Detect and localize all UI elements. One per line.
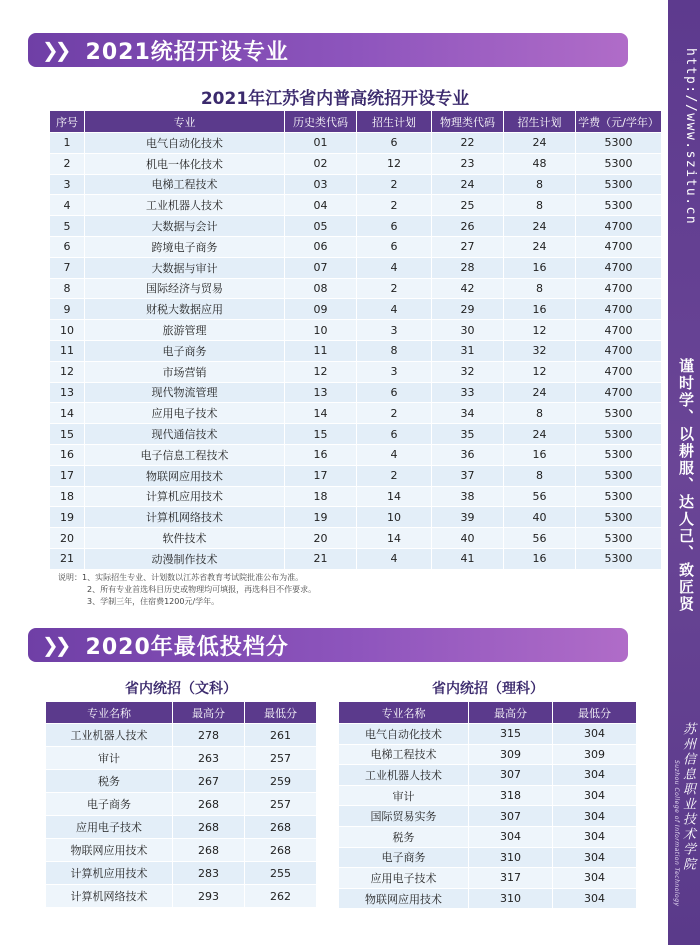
table-cell: 21	[285, 548, 357, 569]
table-cell: 5300	[576, 153, 662, 174]
table-cell: 304	[553, 826, 637, 847]
table-cell: 257	[245, 792, 317, 815]
table-cell: 267	[173, 769, 245, 792]
section-banner-2021	[28, 33, 628, 67]
table-cell: 257	[245, 746, 317, 769]
table-cell: 3	[357, 361, 432, 382]
table-cell: 30	[432, 319, 504, 340]
table-row	[50, 174, 662, 195]
table-row	[339, 805, 637, 826]
table-cell: 32	[504, 340, 576, 361]
table-cell: 5300	[576, 506, 662, 527]
table-cell: 10	[285, 319, 357, 340]
table-cell: 24	[432, 174, 504, 195]
table-cell: 24	[504, 382, 576, 403]
table-cell: 物联网应用技术	[46, 838, 173, 861]
sidebar-url: http://www.szitu.cn	[683, 48, 698, 226]
table-row	[46, 884, 317, 907]
column-header: 招生计划	[504, 111, 576, 132]
table-row	[46, 815, 317, 838]
table-cell: 24	[504, 423, 576, 444]
table-cell: 24	[504, 236, 576, 257]
column-header: 历史类代码	[285, 111, 357, 132]
table-cell: 跨境电子商务	[85, 236, 285, 257]
table-header-row	[339, 702, 637, 723]
table-cell: 4700	[576, 257, 662, 278]
table-row	[50, 402, 662, 423]
table-row	[339, 847, 637, 868]
table-cell: 19	[285, 506, 357, 527]
table-cell: 268	[245, 838, 317, 861]
table-cell: 40	[432, 527, 504, 548]
table-cell: 4	[50, 194, 85, 215]
table-cell: 23	[432, 153, 504, 174]
table-cell: 8	[504, 174, 576, 195]
table-cell: 07	[285, 257, 357, 278]
table-cell: 17	[50, 465, 85, 486]
table-row	[50, 278, 662, 299]
table-row	[339, 764, 637, 785]
table-cell: 电子信息工程技术	[85, 444, 285, 465]
column-header: 最低分	[553, 702, 637, 723]
table-cell: 16	[504, 548, 576, 569]
table-cell: 02	[285, 153, 357, 174]
table-cell: 304	[553, 764, 637, 785]
table-cell: 应用电子技术	[339, 867, 469, 888]
notes	[58, 572, 316, 608]
table-row	[46, 838, 317, 861]
table-cell: 18	[50, 486, 85, 507]
table-cell: 5300	[576, 486, 662, 507]
table-cell: 3	[357, 319, 432, 340]
table-cell: 8	[504, 402, 576, 423]
table-cell: 304	[553, 723, 637, 744]
column-header: 物理类代码	[432, 111, 504, 132]
table-cell: 8	[504, 465, 576, 486]
table-cell: 28	[432, 257, 504, 278]
table-cell: 14	[50, 402, 85, 423]
wenke-score-table	[46, 702, 317, 907]
table-cell: 315	[469, 723, 553, 744]
table-header-row	[50, 111, 662, 132]
table-cell: 动漫制作技术	[85, 548, 285, 569]
banner-title: 2021统招开设专业	[85, 39, 289, 65]
table-cell: 5300	[576, 444, 662, 465]
table-cell: 25	[432, 194, 504, 215]
table-cell: 268	[173, 838, 245, 861]
table-header-row	[46, 702, 317, 723]
table-cell: 41	[432, 548, 504, 569]
banner-title: 2020年最低投档分	[85, 634, 289, 660]
column-header: 专业名称	[46, 702, 173, 723]
table-cell: 6	[357, 236, 432, 257]
table-cell: 307	[469, 805, 553, 826]
table-cell: 304	[553, 847, 637, 868]
table-row	[339, 785, 637, 806]
table-cell: 16	[504, 257, 576, 278]
table-cell: 市场营销	[85, 361, 285, 382]
table-cell: 8	[504, 194, 576, 215]
table-cell: 18	[285, 486, 357, 507]
table-cell: 财税大数据应用	[85, 298, 285, 319]
table-row	[50, 215, 662, 236]
college-logo-english: Suzhou College of Information Technology	[673, 760, 680, 907]
table-row	[339, 888, 637, 909]
table-row	[339, 867, 637, 888]
table-cell: 电子商务	[85, 340, 285, 361]
table-cell: 05	[285, 215, 357, 236]
table-cell: 2	[357, 174, 432, 195]
table-cell: 56	[504, 527, 576, 548]
table-cell: 310	[469, 847, 553, 868]
table-row	[50, 486, 662, 507]
table-cell: 56	[504, 486, 576, 507]
table-row	[50, 382, 662, 403]
table-cell: 电子商务	[46, 792, 173, 815]
table-cell: 5	[50, 215, 85, 236]
table-cell: 263	[173, 746, 245, 769]
table-cell: 16	[504, 444, 576, 465]
table-cell: 262	[245, 884, 317, 907]
table-cell: 2	[357, 465, 432, 486]
table-cell: 309	[553, 744, 637, 765]
table-cell: 大数据与审计	[85, 257, 285, 278]
table-cell: 39	[432, 506, 504, 527]
table-cell: 工业机器人技术	[339, 764, 469, 785]
table-cell: 31	[432, 340, 504, 361]
table-cell: 2	[50, 153, 85, 174]
table-cell: 4700	[576, 319, 662, 340]
table-row	[46, 746, 317, 769]
table-cell: 22	[432, 132, 504, 153]
table-cell: 5300	[576, 423, 662, 444]
table-cell: 29	[432, 298, 504, 319]
table-cell: 计算机网络技术	[85, 506, 285, 527]
column-header: 最低分	[245, 702, 317, 723]
table-cell: 8	[50, 278, 85, 299]
note-line-1: 说明：1、实际招生专业、计划数以江苏省教育考试院批准公布为准。	[58, 573, 304, 582]
table-cell: 1	[50, 132, 85, 153]
table-cell: 应用电子技术	[46, 815, 173, 838]
column-header: 最高分	[173, 702, 245, 723]
table-cell: 5300	[576, 132, 662, 153]
table-cell: 2	[357, 278, 432, 299]
table-cell: 工业机器人技术	[85, 194, 285, 215]
table-cell: 15	[50, 423, 85, 444]
majors-table	[50, 111, 662, 569]
table-cell: 电梯工程技术	[85, 174, 285, 195]
table-row	[46, 723, 317, 746]
table-cell: 4700	[576, 361, 662, 382]
table-row	[46, 792, 317, 815]
table-cell: 工业机器人技术	[46, 723, 173, 746]
table-cell: 12	[504, 319, 576, 340]
table-cell: 14	[357, 527, 432, 548]
column-header: 专业	[85, 111, 285, 132]
table-cell: 税务	[46, 769, 173, 792]
table-cell: 6	[357, 382, 432, 403]
table-row	[50, 548, 662, 569]
table-cell: 8	[504, 278, 576, 299]
table-cell: 20	[50, 527, 85, 548]
table-cell: 计算机网络技术	[46, 884, 173, 907]
table-cell: 268	[245, 815, 317, 838]
table-cell: 27	[432, 236, 504, 257]
table-cell: 34	[432, 402, 504, 423]
table-cell: 计算机应用技术	[46, 861, 173, 884]
table-cell: 40	[504, 506, 576, 527]
table-cell: 304	[469, 826, 553, 847]
table-cell: 304	[553, 888, 637, 909]
table-cell: 4	[357, 444, 432, 465]
table-cell: 电气自动化技术	[339, 723, 469, 744]
table-cell: 4700	[576, 278, 662, 299]
table-cell: 283	[173, 861, 245, 884]
table-row	[50, 340, 662, 361]
table-cell: 4	[357, 548, 432, 569]
table-cell: 5300	[576, 174, 662, 195]
college-logo-signature: 苏州信息职业技术学院	[680, 722, 695, 872]
table-cell: 4700	[576, 298, 662, 319]
table-cell: 04	[285, 194, 357, 215]
table-cell: 268	[173, 792, 245, 815]
table-row	[50, 465, 662, 486]
table-row	[50, 153, 662, 174]
table-cell: 13	[285, 382, 357, 403]
table-cell: 现代物流管理	[85, 382, 285, 403]
table-cell: 12	[50, 361, 85, 382]
table-cell: 审计	[46, 746, 173, 769]
table-cell: 6	[357, 423, 432, 444]
table-cell: 5300	[576, 402, 662, 423]
table-row	[50, 319, 662, 340]
table-cell: 33	[432, 382, 504, 403]
table-cell: 4700	[576, 340, 662, 361]
table-cell: 5300	[576, 527, 662, 548]
table-cell: 304	[553, 805, 637, 826]
table-row	[50, 298, 662, 319]
table-cell: 6	[357, 215, 432, 236]
table-cell: 32	[432, 361, 504, 382]
table-cell: 物联网应用技术	[85, 465, 285, 486]
table-cell: 318	[469, 785, 553, 806]
table-cell: 268	[173, 815, 245, 838]
column-header: 学费（元/学年）	[576, 111, 662, 132]
table-cell: 20	[285, 527, 357, 548]
table-row	[50, 423, 662, 444]
section-banner-2020	[28, 628, 628, 662]
table-cell: 17	[285, 465, 357, 486]
table-cell: 11	[285, 340, 357, 361]
table-row	[50, 194, 662, 215]
table-cell: 16	[285, 444, 357, 465]
table-cell: 08	[285, 278, 357, 299]
table-cell: 19	[50, 506, 85, 527]
double-chevron-icon: ❯❯	[42, 38, 68, 62]
table-cell: 国际贸易实务	[339, 805, 469, 826]
column-header: 招生计划	[357, 111, 432, 132]
table-cell: 4700	[576, 382, 662, 403]
table-row	[50, 444, 662, 465]
table-row	[339, 826, 637, 847]
table-cell: 36	[432, 444, 504, 465]
table-cell: 11	[50, 340, 85, 361]
table-cell: 26	[432, 215, 504, 236]
table-cell: 4700	[576, 215, 662, 236]
table-row	[50, 257, 662, 278]
note-line-3: 3、学制三年，住宿费1200元/学年。	[87, 597, 220, 606]
table-cell: 9	[50, 298, 85, 319]
table-cell: 应用电子技术	[85, 402, 285, 423]
table-cell: 14	[285, 402, 357, 423]
sidebar-motto: 谨时学、以耕服、达人己、致匠贤	[677, 358, 695, 613]
table-cell: 48	[504, 153, 576, 174]
table-cell: 03	[285, 174, 357, 195]
table-cell: 4700	[576, 236, 662, 257]
table-cell: 4	[357, 257, 432, 278]
table-cell: 09	[285, 298, 357, 319]
table-cell: 6	[357, 132, 432, 153]
table-cell: 计算机应用技术	[85, 486, 285, 507]
table-row	[50, 236, 662, 257]
table-cell: 电气自动化技术	[85, 132, 285, 153]
table-row	[339, 723, 637, 744]
table-cell: 2	[357, 402, 432, 423]
like-score-table	[339, 702, 637, 908]
table-cell: 310	[469, 888, 553, 909]
table-cell: 现代通信技术	[85, 423, 285, 444]
table-cell: 14	[357, 486, 432, 507]
table-row	[339, 744, 637, 765]
table-cell: 16	[50, 444, 85, 465]
table-cell: 7	[50, 257, 85, 278]
table-cell: 304	[553, 785, 637, 806]
wenke-title: 省内统招（文科）	[125, 681, 237, 697]
table-row	[50, 132, 662, 153]
table-cell: 15	[285, 423, 357, 444]
table-row	[46, 861, 317, 884]
table-cell: 3	[50, 174, 85, 195]
table-cell: 2	[357, 194, 432, 215]
table-cell: 5300	[576, 465, 662, 486]
table-cell: 税务	[339, 826, 469, 847]
column-header: 最高分	[469, 702, 553, 723]
table-cell: 261	[245, 723, 317, 746]
table-cell: 293	[173, 884, 245, 907]
table-cell: 12	[285, 361, 357, 382]
table-cell: 307	[469, 764, 553, 785]
table-cell: 软件技术	[85, 527, 285, 548]
table-cell: 4	[357, 298, 432, 319]
table-cell: 13	[50, 382, 85, 403]
table-cell: 电梯工程技术	[339, 744, 469, 765]
table-row	[50, 361, 662, 382]
table-cell: 24	[504, 132, 576, 153]
table-title: 2021年江苏省内普高统招开设专业	[200, 89, 470, 109]
double-chevron-icon: ❯❯	[42, 633, 68, 657]
table-cell: 01	[285, 132, 357, 153]
table-cell: 10	[357, 506, 432, 527]
note-line-2: 2、所有专业首选科目历史或物理均可填报，再选科目不作要求。	[87, 585, 317, 594]
table-row	[46, 769, 317, 792]
table-cell: 309	[469, 744, 553, 765]
table-cell: 259	[245, 769, 317, 792]
table-cell: 255	[245, 861, 317, 884]
table-cell: 电子商务	[339, 847, 469, 868]
table-cell: 10	[50, 319, 85, 340]
table-cell: 5300	[576, 194, 662, 215]
table-cell: 24	[504, 215, 576, 236]
table-cell: 12	[357, 153, 432, 174]
column-header: 序号	[50, 111, 85, 132]
like-title: 省内统招（理科）	[432, 681, 544, 697]
table-cell: 317	[469, 867, 553, 888]
table-row	[50, 506, 662, 527]
table-cell: 国际经济与贸易	[85, 278, 285, 299]
table-cell: 5300	[576, 548, 662, 569]
table-cell: 8	[357, 340, 432, 361]
table-cell: 6	[50, 236, 85, 257]
table-cell: 物联网应用技术	[339, 888, 469, 909]
table-cell: 42	[432, 278, 504, 299]
table-cell: 21	[50, 548, 85, 569]
column-header: 专业名称	[339, 702, 469, 723]
table-cell: 35	[432, 423, 504, 444]
table-cell: 16	[504, 298, 576, 319]
table-row	[50, 527, 662, 548]
table-cell: 38	[432, 486, 504, 507]
table-cell: 304	[553, 867, 637, 888]
table-cell: 机电一体化技术	[85, 153, 285, 174]
table-cell: 06	[285, 236, 357, 257]
table-cell: 37	[432, 465, 504, 486]
table-cell: 12	[504, 361, 576, 382]
table-cell: 旅游管理	[85, 319, 285, 340]
table-cell: 278	[173, 723, 245, 746]
table-cell: 大数据与会计	[85, 215, 285, 236]
table-cell: 审计	[339, 785, 469, 806]
